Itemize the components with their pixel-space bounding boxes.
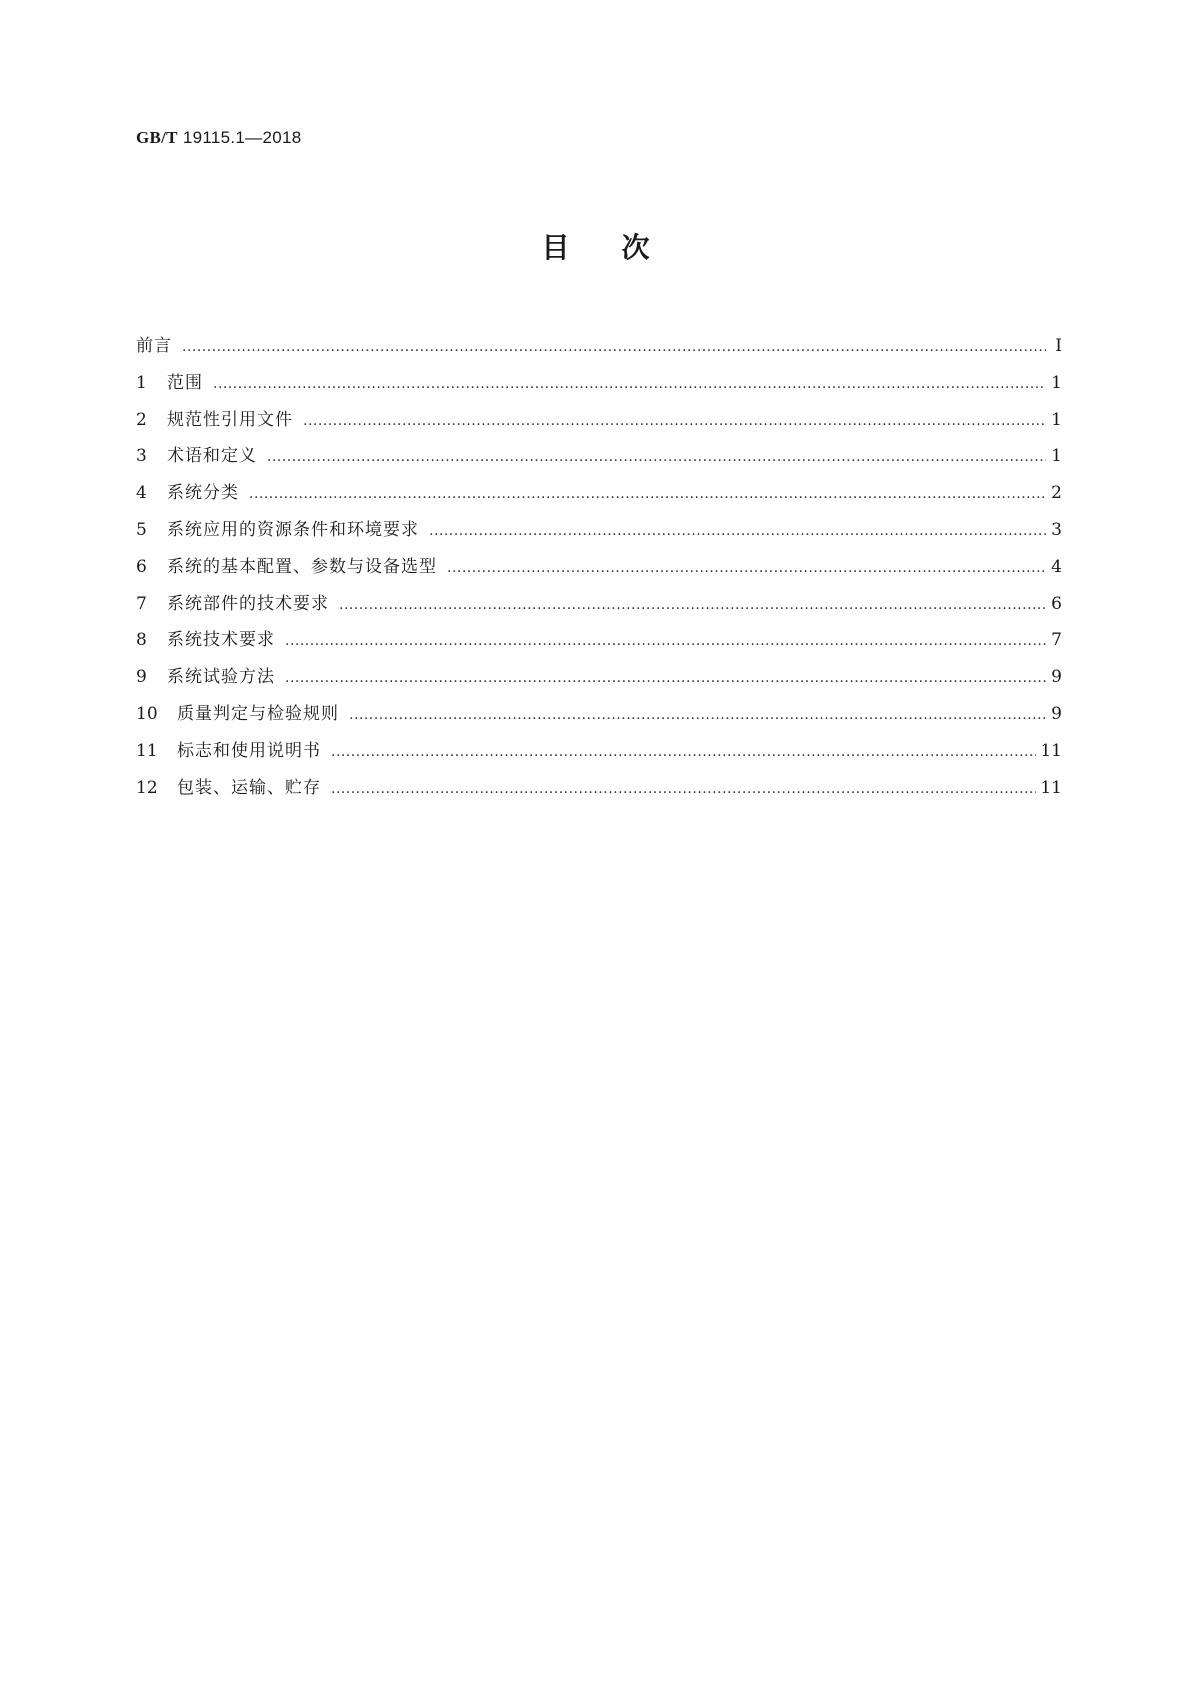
- toc-entry-page: 1: [1051, 446, 1062, 467]
- toc-entry-page: 6: [1051, 593, 1062, 614]
- standard-number: 19115.1—2018: [182, 128, 302, 147]
- toc-leader-dots: [182, 329, 1046, 366]
- toc-leader-dots: [213, 366, 1046, 403]
- toc-entry-page: 7: [1051, 630, 1062, 651]
- toc-leader-dots: [447, 550, 1046, 587]
- toc-entry[interactable]: [136, 438, 1062, 475]
- toc-leader-dots: [303, 403, 1046, 440]
- toc-entry[interactable]: [136, 733, 1062, 770]
- toc-entry-label: 前言: [136, 336, 172, 356]
- toc-entry[interactable]: [136, 696, 1062, 733]
- toc-entry-label: 系统技术要求: [167, 630, 275, 651]
- toc-entry-label: 系统部件的技术要求: [167, 593, 329, 614]
- toc-entry-label: 范围: [167, 372, 203, 393]
- toc-entry-label: 术语和定义: [167, 446, 257, 467]
- toc-entry-page: 3: [1051, 519, 1062, 540]
- toc-entry-label: 质量判定与检验规则: [177, 703, 339, 724]
- toc-entry-page: 11: [1040, 777, 1062, 798]
- toc-entry[interactable]: [136, 586, 1062, 623]
- toc-entry-label: 标志和使用说明书: [177, 740, 321, 761]
- toc-entry[interactable]: [136, 402, 1062, 439]
- toc-entry-page: 9: [1051, 703, 1062, 724]
- toc-entry-number: 12: [136, 777, 158, 798]
- toc-entry-number: 9: [136, 667, 147, 688]
- toc-leader-dots: [267, 439, 1046, 476]
- toc-entry-page: 1: [1051, 409, 1062, 430]
- toc-entry-page: 1: [1051, 372, 1062, 393]
- toc-entry-page: 4: [1051, 556, 1062, 577]
- toc-leader-dots: [331, 734, 1036, 771]
- toc-entry[interactable]: [136, 512, 1062, 549]
- toc-entry-page: 9: [1051, 667, 1062, 688]
- toc-entry-number: 11: [136, 740, 158, 761]
- toc-leader-dots: [339, 587, 1046, 624]
- toc-leader-dots: [331, 771, 1036, 808]
- toc-title: 目次: [541, 231, 702, 264]
- toc-entry[interactable]: [136, 770, 1062, 807]
- standard-prefix: GB/T: [136, 128, 178, 147]
- toc-leader-dots: [429, 513, 1046, 550]
- toc-entry[interactable]: [136, 365, 1062, 402]
- toc-leader-dots: [249, 476, 1046, 513]
- toc-entry-number: 1: [136, 372, 147, 393]
- toc-entry[interactable]: [136, 622, 1062, 659]
- toc-entry-page: 11: [1040, 740, 1062, 761]
- toc-entry-page: I: [1055, 336, 1062, 356]
- toc-entry-number: 4: [136, 483, 147, 504]
- toc-leader-dots: [285, 623, 1046, 660]
- toc-entry-label: 系统的基本配置、参数与设备选型: [167, 556, 437, 577]
- toc-entry[interactable]: [136, 475, 1062, 512]
- toc-entry-number: 10: [136, 703, 158, 724]
- toc-entry[interactable]: [136, 549, 1062, 586]
- toc-entry-number: 3: [136, 446, 147, 467]
- toc-entry-label: 系统应用的资源条件和环境要求: [167, 519, 419, 540]
- toc-entry[interactable]: [136, 328, 1062, 365]
- toc-entry-number: 2: [136, 409, 147, 430]
- toc-entry-number: 7: [136, 593, 147, 614]
- toc-leader-dots: [285, 660, 1046, 697]
- toc-entry-label: 系统试验方法: [167, 667, 275, 688]
- toc-entry-label: 系统分类: [167, 483, 239, 504]
- toc-entry-number: 6: [136, 556, 147, 577]
- toc-entry-page: 2: [1051, 483, 1062, 504]
- toc-entry-label: 包装、运输、贮存: [177, 777, 321, 798]
- toc-entry[interactable]: [136, 659, 1062, 696]
- toc-entry-number: 8: [136, 630, 147, 651]
- table-of-contents: [136, 328, 1062, 806]
- toc-entry-number: 5: [136, 519, 147, 540]
- toc-entry-label: 规范性引用文件: [167, 409, 293, 430]
- toc-leader-dots: [349, 697, 1046, 734]
- standard-code: [136, 128, 301, 148]
